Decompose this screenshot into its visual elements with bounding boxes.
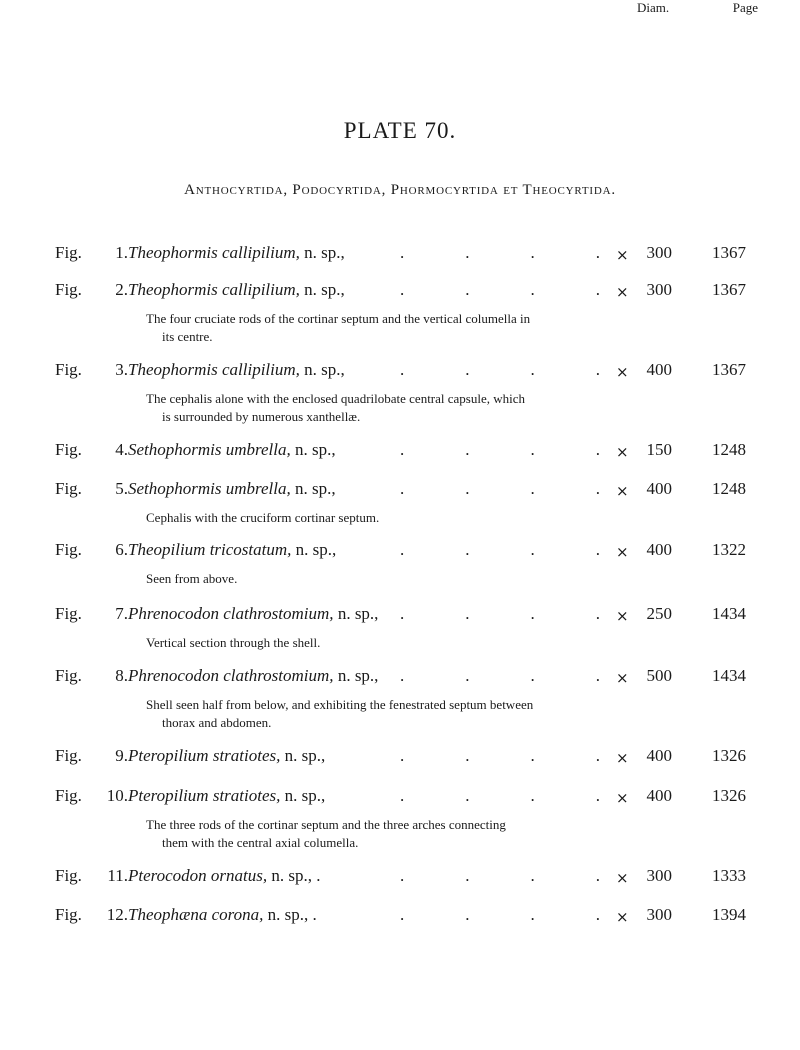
- figure-entry: [0, 243, 800, 267]
- figure-entry-line: [0, 440, 800, 464]
- magnification-value: 400: [646, 540, 672, 559]
- magnification-value: 250: [646, 604, 672, 623]
- description-line: The three rods of the cortinar septum and the three arches connecting: [146, 817, 506, 832]
- leader-dot: .: [530, 786, 535, 805]
- species-suffix: n. sp.,: [304, 243, 345, 262]
- page-number: 1434: [712, 666, 746, 685]
- species-suffix: n. sp., .: [267, 905, 317, 924]
- page-number: 1326: [712, 746, 746, 765]
- figure-description: [146, 816, 606, 852]
- species-binomial: Pteropilium stratiotes,: [128, 786, 281, 805]
- leader-dot: .: [400, 280, 405, 299]
- figure-entry-line: [0, 360, 800, 384]
- leader-dots: [400, 360, 600, 380]
- leader-dot: .: [595, 360, 600, 379]
- figure-description: [146, 509, 606, 527]
- leader-dots: [400, 786, 600, 806]
- species-binomial: Theophormis callipilium,: [128, 360, 300, 379]
- figure-entry-line: [0, 786, 800, 810]
- leader-dot: .: [530, 479, 535, 498]
- description-line: The cephalis alone with the enclosed quadrilobate central capsule, which: [146, 391, 526, 406]
- magnification-sign: ×: [616, 482, 629, 500]
- figure-number: 11.: [107, 866, 128, 885]
- leader-dot: .: [530, 360, 535, 379]
- description-continuation: is surrounded by numerous xanthellæ.: [162, 409, 361, 424]
- figure-entry-line: [0, 666, 800, 690]
- figure-label: Fig.: [55, 540, 82, 559]
- leader-dots: [400, 479, 600, 499]
- leader-dot: .: [530, 604, 535, 623]
- species-binomial: Sethophormis umbrella,: [128, 479, 291, 498]
- leader-dots: [400, 866, 600, 886]
- species-suffix: n. sp.,: [295, 440, 336, 459]
- leader-dot: .: [465, 866, 470, 885]
- figure-description: [146, 390, 606, 426]
- species-name: [128, 360, 345, 380]
- species-binomial: Phrenocodon clathrostomium,: [128, 604, 334, 623]
- leader-dot: .: [400, 440, 405, 459]
- species-name: [128, 243, 345, 263]
- species-binomial: Theophormis callipilium,: [128, 280, 300, 299]
- leader-dot: .: [400, 540, 405, 559]
- magnification-sign: ×: [616, 246, 629, 264]
- species-name: [128, 604, 378, 624]
- page-number: 1333: [712, 866, 746, 885]
- figure-entry-line: [0, 746, 800, 770]
- leader-dot: .: [465, 746, 470, 765]
- figure-entry-line: [0, 540, 800, 564]
- species-binomial: Theophæna corona,: [128, 905, 264, 924]
- leader-dot: .: [595, 905, 600, 924]
- species-binomial: Theopilium tricostatum,: [128, 540, 292, 559]
- species-suffix: n. sp.,: [284, 746, 326, 765]
- figure-entry: [0, 540, 800, 586]
- leader-dots: [400, 440, 600, 460]
- page-number: 1367: [712, 243, 746, 262]
- figure-description: [146, 310, 606, 346]
- species-name: [128, 540, 336, 560]
- page-number: 1248: [712, 440, 746, 459]
- figure-entry: [0, 905, 800, 929]
- leader-dots: [400, 905, 600, 925]
- species-name: [128, 746, 325, 766]
- figure-label: Fig.: [55, 786, 82, 805]
- page-number: 1394: [712, 905, 746, 924]
- figure-label: Fig.: [55, 479, 82, 498]
- leader-dot: .: [595, 540, 600, 559]
- figure-description: [146, 570, 606, 588]
- leader-dots: [400, 746, 600, 766]
- figure-description: [146, 696, 606, 732]
- figure-label: Fig.: [55, 280, 82, 299]
- species-suffix: n. sp.,: [304, 280, 345, 299]
- figure-entry: [0, 440, 800, 464]
- figure-description: [146, 634, 606, 652]
- figure-entry: [0, 604, 800, 650]
- figure-label: Fig.: [55, 746, 82, 765]
- species-binomial: Pterocodon ornatus,: [128, 866, 268, 885]
- magnification-sign: ×: [616, 908, 629, 926]
- figure-number: 2.: [115, 280, 128, 299]
- figure-entry: [0, 866, 800, 890]
- figure-number: 10.: [106, 786, 128, 805]
- description-continuation: them with the central axial columella.: [162, 835, 359, 850]
- species-suffix: n. sp., .: [271, 866, 321, 885]
- leader-dot: .: [530, 866, 535, 885]
- page-number: 1248: [712, 479, 746, 498]
- magnification-value: 300: [646, 905, 672, 924]
- magnification-sign: ×: [616, 607, 629, 625]
- figure-entry-line: [0, 243, 800, 267]
- species-binomial: Phrenocodon clathrostomium,: [128, 666, 334, 685]
- leader-dot: .: [465, 479, 470, 498]
- species-suffix: n. sp.,: [337, 666, 379, 685]
- leader-dot: .: [530, 540, 535, 559]
- figure-number: 4.: [115, 440, 128, 459]
- leader-dots: [400, 604, 600, 624]
- leader-dot: .: [465, 540, 470, 559]
- figure-label: Fig.: [55, 440, 82, 459]
- leader-dot: .: [530, 280, 535, 299]
- magnification-value: 400: [646, 479, 672, 498]
- leader-dot: .: [400, 479, 405, 498]
- description-continuation: thorax and abdomen.: [162, 715, 272, 730]
- leader-dot: .: [595, 440, 600, 459]
- leader-dot: .: [530, 243, 535, 262]
- figure-number: 5.: [115, 479, 128, 498]
- leader-dot: .: [465, 440, 470, 459]
- description-line: Seen from above.: [146, 571, 238, 586]
- figure-entry: [0, 360, 800, 424]
- figure-label: Fig.: [55, 360, 82, 379]
- magnification-value: 300: [646, 243, 672, 262]
- description-line: The four cruciate rods of the cortinar septum and the vertical columella in: [146, 311, 531, 326]
- leader-dot: .: [595, 604, 600, 623]
- figure-number: 8.: [115, 666, 128, 685]
- page-number: 1322: [712, 540, 746, 559]
- diam-column-header: Diam.: [637, 0, 670, 15]
- figure-label: Fig.: [55, 604, 82, 623]
- species-name: [128, 866, 321, 886]
- figure-entry: [0, 746, 800, 770]
- figure-entry-line: [0, 604, 800, 628]
- figure-entry-line: [0, 905, 800, 929]
- leader-dot: .: [595, 786, 600, 805]
- magnification-value: 400: [646, 786, 672, 805]
- leader-dot: .: [465, 666, 470, 685]
- leader-dot: .: [400, 866, 405, 885]
- leader-dots: [400, 243, 600, 263]
- figure-label: Fig.: [55, 905, 82, 924]
- leader-dot: .: [400, 243, 405, 262]
- magnification-sign: ×: [616, 789, 629, 807]
- species-binomial: Theophormis callipilium,: [128, 243, 300, 262]
- species-name: [128, 280, 345, 300]
- page-number: 1367: [712, 280, 746, 299]
- figure-entry-line: [0, 479, 800, 503]
- species-name: [128, 440, 336, 460]
- leader-dot: .: [595, 243, 600, 262]
- figure-number: 1.: [115, 243, 128, 262]
- page-column-header: Page: [732, 0, 758, 15]
- leader-dot: .: [465, 786, 470, 805]
- figure-label: Fig.: [55, 666, 82, 685]
- magnification-sign: ×: [616, 283, 629, 301]
- leader-dot: .: [465, 243, 470, 262]
- description-line: Shell seen half from below, and exhibiting the fenestrated septum between: [146, 697, 534, 712]
- species-suffix: n. sp.,: [304, 360, 345, 379]
- leader-dot: .: [465, 905, 470, 924]
- leader-dot: .: [400, 604, 405, 623]
- page-number: 1367: [712, 360, 746, 379]
- page-number: 1434: [712, 604, 746, 623]
- leader-dot: .: [530, 905, 535, 924]
- magnification-value: 300: [646, 280, 672, 299]
- magnification-value: 400: [646, 746, 672, 765]
- figure-entry-line: [0, 280, 800, 304]
- figure-number: 6.: [115, 540, 128, 559]
- magnification-sign: ×: [616, 443, 629, 461]
- plate-subtitle: Anthocyrtida, Podocyrtida, Phormocyrtida et Theocyrtida.: [184, 182, 616, 198]
- page-number: 1326: [712, 786, 746, 805]
- species-suffix: n. sp.,: [284, 786, 326, 805]
- magnification-sign: ×: [616, 669, 629, 687]
- species-binomial: Sethophormis umbrella,: [128, 440, 291, 459]
- leader-dot: .: [595, 280, 600, 299]
- magnification-sign: ×: [616, 543, 629, 561]
- leader-dot: .: [530, 666, 535, 685]
- leader-dot: .: [400, 666, 405, 685]
- magnification-sign: ×: [616, 363, 629, 381]
- species-suffix: n. sp.,: [337, 604, 379, 623]
- leader-dot: .: [400, 786, 405, 805]
- magnification-value: 500: [646, 666, 672, 685]
- leader-dot: .: [595, 866, 600, 885]
- leader-dot: .: [465, 280, 470, 299]
- figure-number: 9.: [115, 746, 128, 765]
- figure-number: 7.: [115, 604, 128, 623]
- description-continuation: its centre.: [162, 329, 213, 344]
- magnification-value: 150: [646, 440, 672, 459]
- leader-dot: .: [530, 746, 535, 765]
- leader-dot: .: [400, 746, 405, 765]
- species-suffix: n. sp.,: [295, 479, 336, 498]
- figure-number: 12.: [106, 905, 128, 924]
- magnification-sign: ×: [616, 869, 629, 887]
- leader-dot: .: [595, 746, 600, 765]
- species-name: [128, 905, 317, 925]
- species-name: [128, 666, 378, 686]
- leader-dot: .: [400, 360, 405, 379]
- description-line: Cephalis with the cruciform cortinar septum.: [146, 510, 380, 525]
- leader-dots: [400, 540, 600, 560]
- figure-entry: [0, 666, 800, 730]
- leader-dot: .: [465, 360, 470, 379]
- figure-entry: [0, 479, 800, 525]
- figure-entry: [0, 280, 800, 344]
- magnification-sign: ×: [616, 749, 629, 767]
- leader-dot: .: [400, 905, 405, 924]
- description-line: Vertical section through the shell.: [146, 635, 321, 650]
- species-suffix: n. sp.,: [295, 540, 337, 559]
- leader-dots: [400, 280, 600, 300]
- leader-dot: .: [465, 604, 470, 623]
- plate-title: PLATE 70.: [343, 118, 457, 143]
- leader-dot: .: [595, 479, 600, 498]
- species-name: [128, 786, 325, 806]
- species-name: [128, 479, 336, 499]
- figure-label: Fig.: [55, 866, 82, 885]
- figure-entry: [0, 786, 800, 850]
- magnification-value: 400: [646, 360, 672, 379]
- leader-dots: [400, 666, 600, 686]
- figure-number: 3.: [115, 360, 128, 379]
- magnification-value: 300: [646, 866, 672, 885]
- leader-dot: .: [530, 440, 535, 459]
- figure-entry-line: [0, 866, 800, 890]
- species-binomial: Pteropilium stratiotes,: [128, 746, 281, 765]
- leader-dot: .: [595, 666, 600, 685]
- figure-label: Fig.: [55, 243, 82, 262]
